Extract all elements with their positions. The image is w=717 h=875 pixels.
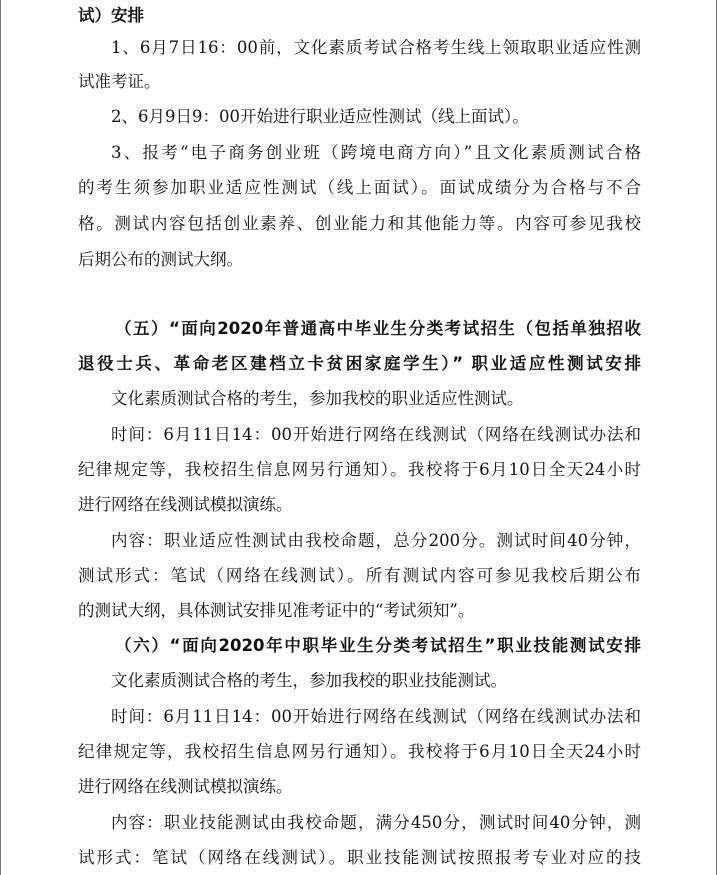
paragraph-line: 纪律规定等，我校招生信息网另行通知）。我校将于6月10日全天24小时 <box>78 742 641 761</box>
paragraph-line: 的测试大纲，具体测试安排见准考证中的“考试须知”。 <box>78 601 475 620</box>
paragraph-line: 内容：职业技能测试由我校命题，满分450分，测试时间40分钟，测 <box>111 813 641 832</box>
paragraph-line: 时间：6月11日14：00开始进行网络在线测试（网络在线测试办法和 <box>111 707 641 726</box>
paragraph-line: 格。测试内容包括创业素养、创业能力和其他能力等。内容可参见我校 <box>78 214 641 233</box>
paragraph-line: 进行网络在线测试模拟演练。 <box>78 495 293 514</box>
page-left-border <box>0 0 1 875</box>
paragraph-line: 时间：6月11日14：00开始进行网络在线测试（网络在线测试办法和 <box>111 425 641 444</box>
paragraph-line: 内容：职业适应性测试由我校命题，总分200分。测试时间40分钟， <box>111 531 641 550</box>
paragraph-line: 1、6月7日16：00前，文化素质考试合格考生线上领取职业适应性测 <box>111 38 641 57</box>
section-heading-5-cont: 退役士兵、革命老区建档立卡贫困家庭学生）” 职业适应性测试安排 <box>78 354 641 373</box>
section-heading-5: （五）“面向2020年普通高中毕业生分类考试招生（包括单独招收 <box>115 319 641 338</box>
paragraph-line: 进行网络在线测试模拟演练。 <box>78 777 293 796</box>
paragraph-line: 后期公布的测试大纲。 <box>78 250 243 269</box>
paragraph-line: 3、报考“电子商务创业班（跨境电商方向）”且文化素质测试合格 <box>111 143 641 162</box>
paragraph-line: 测试形式：笔试（网络在线测试）。所有测试内容可参见我校后期公布 <box>78 566 641 585</box>
section-heading-continuation: 试）安排 <box>78 6 144 25</box>
paragraph-line: 试准考证。 <box>78 72 161 91</box>
paragraph-line: 试形式：笔试（网络在线测试）。职业技能测试按照报考专业对应的技 <box>78 848 641 867</box>
paragraph-line: 2、6月9日9：00开始进行职业适应性测试（线上面试）。 <box>111 107 529 126</box>
section-heading-6: （六）“面向2020年中职毕业生分类考试招生”职业技能测试安排 <box>115 636 641 655</box>
paragraph-line: 文化素质测试合格的考生，参加我校的职业技能测试。 <box>111 671 507 690</box>
paragraph-line: 纪律规定等，我校招生信息网另行通知）。我校将于6月10日全天24小时 <box>78 460 641 479</box>
paragraph-line: 文化素质测试合格的考生，参加我校的职业适应性测试。 <box>111 389 524 408</box>
paragraph-line: 的考生须参加职业适应性测试（线上面试）。面试成绩分为合格与不合 <box>78 178 641 197</box>
